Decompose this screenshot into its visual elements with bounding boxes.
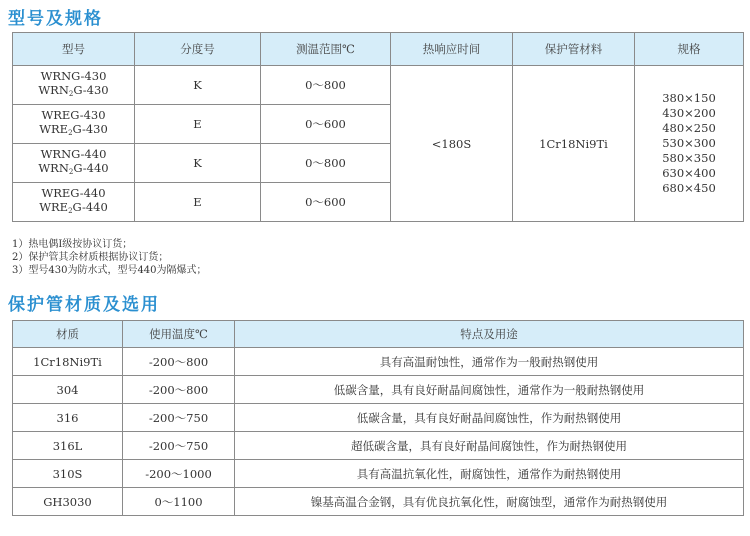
notes-list — [12, 238, 207, 277]
model-cell — [13, 183, 135, 222]
header-range: 测温范围℃ — [261, 33, 391, 66]
table-row — [13, 376, 744, 404]
model-name: $WRN_2G-440$ — [38, 161, 109, 176]
header-usage: 特点及用途 — [235, 321, 744, 348]
material-cell: 310S — [13, 460, 123, 488]
size-item: 480×250 — [662, 121, 716, 135]
header-material: 保护管材料 — [513, 33, 635, 66]
material-cell: 304 — [13, 376, 123, 404]
size-item: 630×400 — [662, 166, 716, 180]
temp-cell: -200～750 — [123, 432, 235, 460]
header-size: 规格 — [635, 33, 744, 66]
note-item: 2）保护管其余材质根据协议订货； — [12, 252, 169, 263]
size-item: 380×150 — [662, 91, 716, 105]
size-item: 430×200 — [662, 106, 716, 120]
header-temp: 使用温度℃ — [123, 321, 235, 348]
temp-cell: -200～1000 — [123, 460, 235, 488]
material-cell: 316 — [13, 404, 123, 432]
model-spec-table — [12, 32, 744, 222]
range-cell: 0～600 — [261, 183, 391, 222]
grade-cell: E — [135, 183, 261, 222]
header-material: 材质 — [13, 321, 123, 348]
model-name: WREG-430 — [41, 108, 106, 122]
model-name: WRNG-440 — [40, 147, 107, 161]
response-time-cell: <180S — [391, 66, 513, 222]
desc-cell: 低碳含量，具有良好耐晶间腐蚀性，通常作为一般耐热钢使用 — [235, 376, 744, 404]
desc-cell: 具有高温耐蚀性，通常作为一般耐热钢使用 — [235, 348, 744, 376]
material-cell: 316L — [13, 432, 123, 460]
size-item: 580×350 — [662, 151, 716, 165]
grade-cell: E — [135, 105, 261, 144]
model-name: WRNG-430 — [40, 69, 107, 83]
model-cell — [13, 105, 135, 144]
model-cell — [13, 66, 135, 105]
material-cell: 1Cr18Ni9Ti — [513, 66, 635, 222]
header-response: 热响应时间 — [391, 33, 513, 66]
temp-cell: -200～800 — [123, 348, 235, 376]
header-grade: 分度号 — [135, 33, 261, 66]
section-title-materials: 保护管材质及选用 — [8, 295, 160, 315]
desc-cell: 超低碳含量，具有良好耐晶间腐蚀性，作为耐热钢使用 — [235, 432, 744, 460]
temp-cell: -200～750 — [123, 404, 235, 432]
desc-cell: 具有高温抗氧化性，耐腐蚀性，通常作为耐热钢使用 — [235, 460, 744, 488]
note-item: 1）热电偶Ⅰ级按协议订货； — [12, 239, 133, 250]
desc-cell: 低碳含量，具有良好耐晶间腐蚀性，作为耐热钢使用 — [235, 404, 744, 432]
model-name: $WRE_2G-430$ — [39, 122, 108, 137]
table-row — [13, 404, 744, 432]
desc-cell: 镍基高温合金钢，具有优良抗氧化性，耐腐蚀型，通常作为耐热钢使用 — [235, 488, 744, 516]
material-table — [12, 320, 744, 516]
table-row — [13, 488, 744, 516]
model-name: WREG-440 — [41, 186, 106, 200]
temp-cell: -200～800 — [123, 376, 235, 404]
size-item: 680×450 — [662, 181, 716, 195]
material-cell: 1Cr18Ni9Ti — [13, 348, 123, 376]
header-model: 型号 — [13, 33, 135, 66]
table-header-row — [13, 33, 744, 66]
model-name: $WRN_2G-430$ — [38, 83, 109, 98]
range-cell: 0～800 — [261, 144, 391, 183]
table-row — [13, 348, 744, 376]
model-name: $WRE_2G-440$ — [39, 200, 108, 215]
range-cell: 0～800 — [261, 66, 391, 105]
temp-cell: 0～1100 — [123, 488, 235, 516]
grade-cell: K — [135, 144, 261, 183]
table-row — [13, 432, 744, 460]
range-cell: 0～600 — [261, 105, 391, 144]
size-item: 530×300 — [662, 136, 716, 150]
table-row — [13, 460, 744, 488]
grade-cell: K — [135, 66, 261, 105]
material-cell: GH3030 — [13, 488, 123, 516]
size-cell — [635, 66, 744, 222]
section-title-models: 型号及规格 — [8, 9, 103, 29]
table-header-row — [13, 321, 744, 348]
note-item: 3）型号430为防水式，型号440为隔爆式； — [12, 265, 207, 276]
model-cell — [13, 144, 135, 183]
table-row — [13, 66, 744, 105]
